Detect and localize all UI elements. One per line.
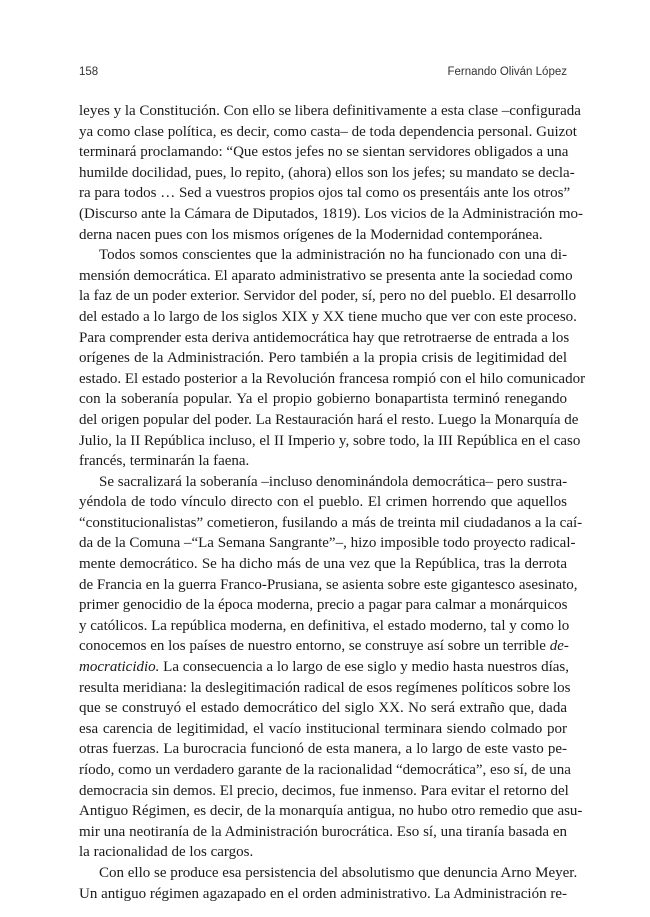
text-line: Todos somos conscientes que la administración no ha funcionado con una di-	[99, 247, 567, 264]
italic-term: mocraticidio.	[79, 659, 160, 676]
text-line: la faz de un poder exterior. Servidor del poder, sí, pero no del pueblo. El desarrollo	[79, 288, 577, 305]
text-line-part: La consecuencia a lo largo de ese siglo y medio hasta nuestros días,	[159, 659, 570, 676]
page-header	[79, 66, 567, 84]
text-line: terminará proclamando: “Que estos jefes no se sientan servidores obligados a una	[79, 144, 569, 161]
text-line: mensión democrática. El aparato administrativo se presenta ante la sociedad como	[79, 267, 573, 284]
text-line: (Discurso ante la Cámara de Diputados, 1819). Los vicios de la Administración mo-	[79, 205, 584, 222]
text-line: resulta meridiana: la deslegitimación radical de esos regímenes políticos sobre los	[79, 679, 571, 696]
text-line: Antiguo Régimen, es decir, de la monarquía antigua, no hubo otro remedio que asu-	[79, 803, 583, 820]
page-number: 158	[79, 66, 99, 78]
text-line: estado. El estado posterior a la Revolución francesa rompió con el hilo comunicador	[79, 370, 586, 387]
paragraph	[79, 863, 578, 904]
text-line: primer genocidio de la época moderna, precio a pagar para calmar a monárquicos	[79, 597, 568, 614]
text-line: mente democrático. Se ha dicho más de una vez que la República, tras la derrota	[79, 556, 567, 573]
text-line	[79, 636, 567, 657]
text-line: de Francia en la guerra Franco-Prusiana, se asienta sobre este gigantesco asesinato,	[79, 576, 578, 593]
text-line: Para comprender esta deriva antidemocrática hay que retrotraerse de entrada a los	[79, 329, 570, 346]
body-text	[79, 101, 586, 904]
text-line: yéndola de todo vínculo directo con el pueblo. El crimen horrendo que aquellos	[79, 494, 567, 511]
italic-term: de-	[549, 638, 569, 655]
text-line: Un antiguo régimen agazapado en el orden administrativo. La Administración re-	[79, 885, 567, 902]
text-line: Con ello se produce esa persistencia del absolutismo que denuncia Arno Meyer.	[99, 864, 578, 881]
paragraph	[79, 101, 584, 245]
running-head: Fernando Oliván López	[447, 66, 567, 78]
text-line	[79, 657, 570, 678]
text-line-part: conocemos en los países de nuestro entorno, se construye así sobre un terrible	[79, 638, 550, 655]
text-line: del origen popular del poder. La Restauración hará el resto. Luego la Monarquía de	[79, 411, 579, 428]
text-line: ya como clase política, es decir, como casta– de toda dependencia personal. Guizot	[79, 123, 577, 140]
text-line: la racionalidad de los cargos.	[79, 844, 254, 861]
paragraph	[79, 472, 583, 863]
text-line: con la soberanía popular. Ya el propio gobierno bonapartista terminó renegando	[79, 391, 567, 408]
text-line: da de la Comuna –“La Semana Sangrante”–, hizo imposible todo proyecto radical-	[79, 535, 576, 552]
text-line: “constitucionalistas” cometieron, fusilando a más de treinta mil ciudadanos a la caí-	[79, 514, 583, 531]
text-line: del estado a lo largo de los siglos XIX y XX tiene mucho que ver con este proceso.	[79, 308, 577, 325]
text-line: Julio, la II República incluso, el II Imperio y, sobre todo, la III República en el caso	[79, 432, 581, 449]
text-line: humilde docilidad, pues, lo repito, (ahora) ellos son los jefes; su mandato se decla-	[79, 164, 575, 181]
paragraph	[79, 245, 586, 472]
text-line: ríodo, como un verdadero garante de la racionalidad “democrática”, eso sí, de una	[79, 762, 571, 778]
text-line: que se construyó el estado democrático del siglo XX. No será extraño que, dada	[79, 700, 567, 717]
text-line: mir una neotiranía de la Administración burocrática. Eso sí, una tiranía basada en	[79, 823, 567, 840]
text-line: derna nacen pues con los mismos orígenes de la Modernidad contemporánea.	[79, 226, 543, 243]
text-line: Se sacralizará la soberanía –incluso denominándola democrática– pero sustra-	[99, 473, 568, 490]
text-line: otras fuerzas. La burocracia funcionó de esta manera, a lo largo de este vasto pe-	[79, 741, 567, 758]
text-line: ra para todos … Sed a vuestros propios ojos tal como os presentáis ante los otros”	[79, 185, 571, 202]
text-line: francés, terminarán la faena.	[79, 453, 250, 470]
text-line: esa carencia de legitimidad, el vacío institucional terminara siendo colmado por	[79, 720, 567, 737]
text-line: leyes y la Constitución. Con ello se libera definitivamente a esta clase –configurada	[79, 103, 581, 119]
text-line: y católicos. La república moderna, en definitiva, el estado moderno, tal y como lo	[79, 617, 570, 634]
text-line: democracia sin demos. El precio, decimos, fue inmenso. Para evitar el retorno del	[79, 782, 569, 799]
text-line: orígenes de la Administración. Pero también a la propia crisis de legitimidad del	[79, 350, 567, 367]
